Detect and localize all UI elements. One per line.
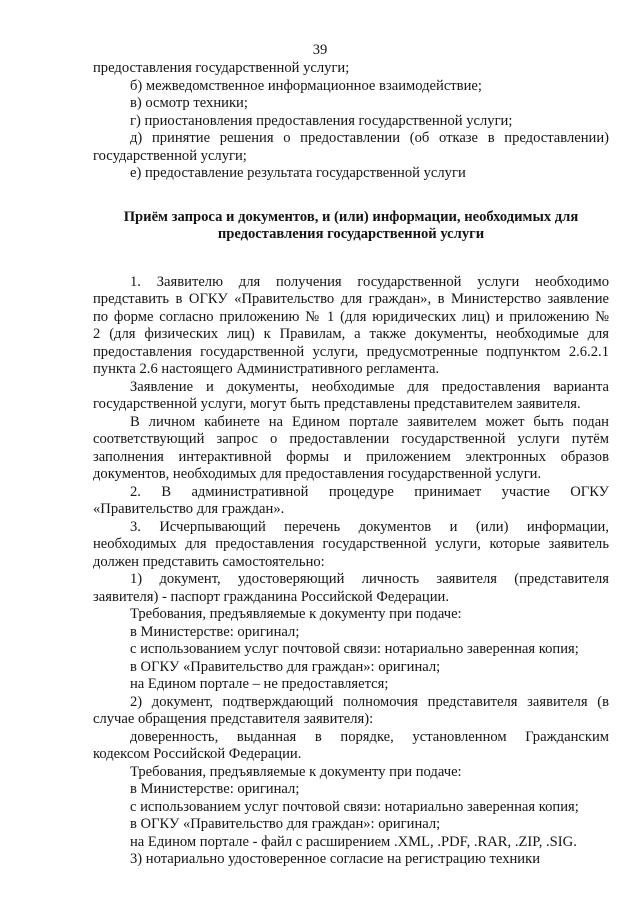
list-item-d-line2: государственной услуги; [93, 147, 247, 164]
requirement-post-1: с использованием услуг почтовой связи: нотариально заверенная копия; [130, 641, 579, 657]
requirement-ogku-2: в ОГКУ «Правительство для граждан»: оригинал; [130, 816, 441, 832]
paragraph-1-line1: 1. Заявителю для получения государственной услуги необходимо [130, 273, 609, 290]
section-heading-line2: предоставления государственной услуги [217, 226, 485, 242]
list-continuation: предоставления государственной услуги; [93, 60, 350, 76]
paragraph-1-line4: 2 (для физических лиц) к Правилам, а также документы, необходимые для [93, 326, 609, 342]
paragraph-4-line2: «Правительство для граждан». [93, 501, 285, 517]
requirement-portal-1: на Едином портале – не предоставляется; [130, 676, 389, 692]
paragraph-13-line1: доверенность, выданная в порядке, установленном Гражданским [130, 728, 609, 745]
paragraph-3-line1: В личном кабинете на Едином портале заявителем может быть подан [130, 413, 609, 430]
list-item-v: в) осмотр техники; [130, 95, 248, 111]
requirement-ministry-1: в Министерстве: оригинал; [130, 623, 300, 640]
paragraph-3-line4: документов, необходимых для предоставления государственной услуги. [93, 466, 542, 482]
paragraph-6-line1: 1) документ, удостоверяющий личность заявителя (представителя [130, 571, 609, 587]
paragraph-5-line3: должен представить самостоятельно: [93, 553, 325, 570]
requirements-label-2: Требования, предъявляемые к документу при подаче: [130, 763, 462, 780]
paragraph-1-line5: предоставления государственной услуги, предусмотренные подпунктом 2.6.2.1 [93, 343, 609, 360]
paragraph-5-line2: необходимых для предоставления государственной услуги, которые заявитель [93, 536, 609, 552]
list-item-b: б) межведомственное информационное взаимодействие; [130, 77, 482, 94]
paragraph-3-line3: заполнения интерактивной формы и приложением электронных образов [93, 448, 609, 465]
paragraph-1-line3: по форме согласно приложению № 1 (для юридических лиц) и приложению № [93, 308, 609, 325]
requirements-label-1: Требования, предъявляемые к документу при подаче: [130, 606, 462, 622]
paragraph-5-line1: 3. Исчерпывающий перечень документов и (или) информации, [130, 518, 609, 535]
paragraph-4-line1: 2. В административной процедуре принимает участие ОГКУ [130, 483, 609, 500]
paragraph-1-line2: представить в ОГКУ «Правительство для граждан», в Министерство заявление [93, 291, 609, 307]
requirement-post-2: с использованием услуг почтовой связи: нотариально заверенная копия; [130, 798, 579, 815]
paragraph-6-line2: заявителя) - паспорт гражданина Российской Федерации. [93, 588, 449, 605]
paragraph-19: 3) нотариально удостоверенное согласие на регистрацию техники [130, 851, 541, 867]
section-heading [93, 209, 609, 244]
list-item-g: г) приостановления предоставления государственной услуги; [130, 112, 513, 129]
list-item-e: е) предоставление результата государственной услуги [130, 165, 466, 181]
requirement-ministry-2: в Министерстве: оригинал; [130, 781, 300, 797]
paragraph-3-line2: соответствующий запрос о предоставлении государственной услуги путём [93, 431, 609, 447]
requirement-portal-2: на Едином портале - файл с расширением .XML, .PDF, .RAR, .ZIP, .SIG. [130, 833, 577, 850]
paragraph-1-line6: пункта 2.6 настоящего Административного регламента. [93, 361, 440, 377]
paragraph-13-line2: кодексом Российской Федерации. [93, 746, 302, 762]
list-item-d-line1: д) принятие решения о предоставлении (об отказе в предоставлении) [130, 130, 609, 146]
paragraph-12-line2: случае обращения представителя заявителя): [93, 711, 374, 727]
requirement-ogku-1: в ОГКУ «Правительство для граждан»: оригинал; [130, 658, 441, 675]
page-number: 39 [312, 42, 328, 58]
paragraph-12-line1: 2) документ, подтверждающий полномочия представителя заявителя (в [130, 693, 609, 710]
paragraph-2-line1: Заявление и документы, необходимые для предоставления варианта [130, 378, 609, 395]
page-content [93, 60, 609, 869]
section-heading-line1: Приём запроса и документов, и (или) информации, необходимых для [123, 208, 579, 225]
paragraph-2-line2: государственной услуги, могут быть представлены представителем заявителя. [93, 396, 581, 412]
